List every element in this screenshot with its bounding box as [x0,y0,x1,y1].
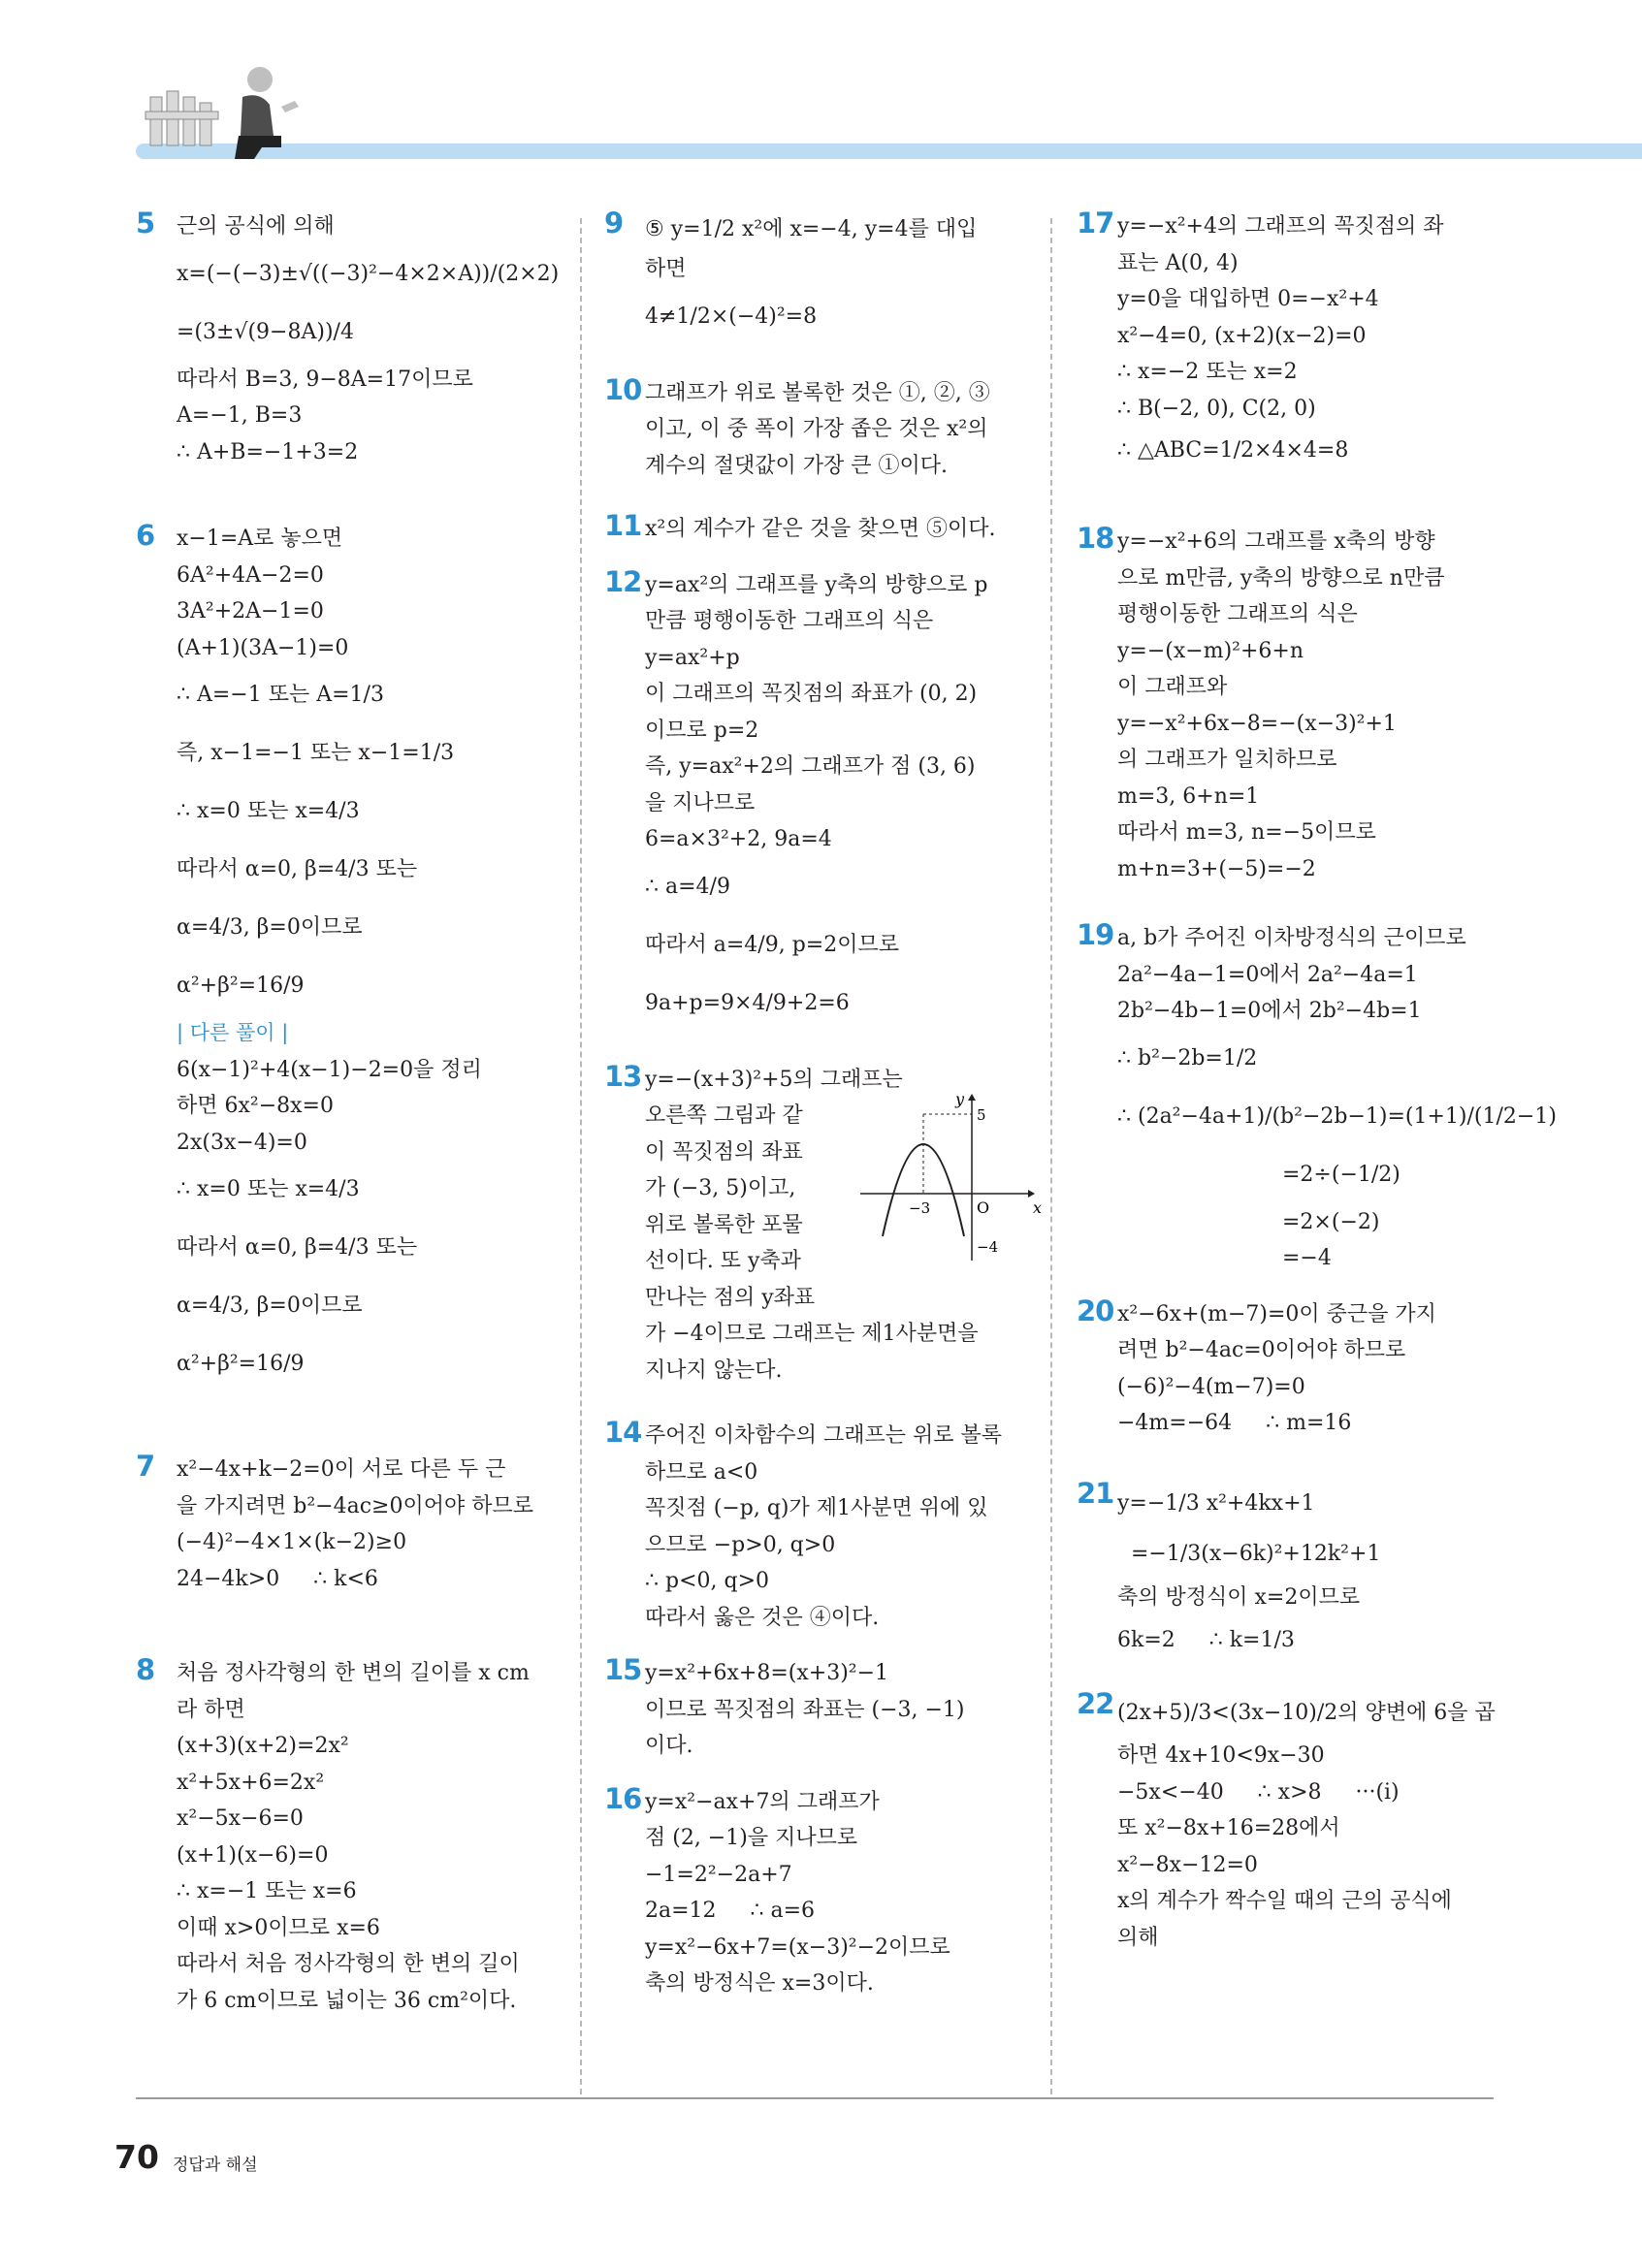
problem-number: 17 [1077,207,1114,240]
solution-line: 의 그래프가 일치하므로 [1117,748,1337,772]
solution-line: y=x²−ax+7의 그래프가 [645,1789,880,1814]
page-label: 정답과 해설 [173,2156,258,2175]
column-divider-1 [580,218,582,2094]
problem-5 [136,208,561,470]
problem-number: 18 [1077,522,1114,555]
solution-line: 이고, 이 중 폭이 가장 좁은 것은 x²의 [645,417,988,441]
solution-line: 하면 6x²−8x=0 [177,1094,334,1118]
solution-line: x²−8x−12=0 [1117,1852,1258,1877]
solution-line: 으므로 −p>0, q>0 [645,1532,836,1557]
solution-line: α²+β²=16/9 [177,974,305,998]
problem-14 [604,1418,1029,1636]
y-axis-label: y [955,1089,965,1108]
problem-number: 9 [604,207,624,240]
solution-line: 계수의 절댓값이 가장 큰 ①이다. [645,453,948,478]
problem-number: 21 [1077,1476,1114,1510]
solution-line: =−4 [1282,1246,1332,1270]
column-2 [604,207,1043,2002]
solution-line: 려면 b²−4ac=0이어야 하므로 [1117,1338,1406,1362]
solution-line: 의해 [1117,1925,1159,1950]
header-bar [136,144,1642,159]
solution-line: 이므로 꼭짓점의 좌표는 (−3, −1) [645,1697,965,1722]
solution-line: y=ax²의 그래프를 y축의 방향으로 p [645,572,988,597]
solution-line: y=x²+6x+8=(x+3)²−1 [645,1661,889,1685]
solution-line: ∴ x=−1 또는 x=6 [177,1879,357,1903]
problem-8 [136,1655,561,2019]
solution-line: 평행이동한 그래프의 식은 [1117,602,1358,626]
solution-line: 축의 방정식은 x=3이다. [645,1971,874,1996]
problem-number: 20 [1077,1294,1114,1327]
solution-line: 표는 A(0, 4) [1117,250,1239,275]
problem-10 [604,372,1029,485]
solution-line: =2×(−2) [1282,1209,1380,1234]
solution-line: 축의 방정식이 x=2이므로 [1117,1584,1361,1610]
solution-line: x=(−(−3)±√((−3)²−4×2×A))/(2×2) [177,261,560,286]
solution-line: ∴ (2a²−4a+1)/(b²−2b−1)=(1+1)/(1/2−1) [1117,1103,1557,1129]
solution-line: 꼭짓점 (−p, q)가 제1사분면 위에 있 [645,1496,988,1520]
solution-line: 9a+p=9×4/9+2=6 [645,990,850,1015]
solution-line: =2÷(−1/2) [1282,1162,1401,1187]
solution-line: (A+1)(3A−1)=0 [177,635,349,660]
solution-line: 그래프가 위로 볼록한 것은 ①, ②, ③ [645,380,990,405]
problem-number: 15 [604,1653,642,1686]
solution-line: 오른쪽 그림과 같 [645,1103,803,1128]
solution-line: 이 그래프와 [1117,675,1228,699]
solution-line: 2a=12 ∴ a=6 [645,1899,816,1923]
solution-line: (x+3)(x+2)=2x² [177,1734,349,1758]
problem-13 [604,1059,1043,1390]
column-1 [136,208,561,2019]
tick-label: 5 [977,1105,986,1124]
solution-line: y=−1/3 x²+4kx+1 [1117,1490,1315,1516]
solution-line: −1=2²−2a+7 [645,1862,792,1887]
solution-line: 6(x−1)²+4(x−1)−2=0을 정리 [177,1057,482,1082]
problem-number: 16 [604,1781,642,1815]
parabola-graph [858,1089,1043,1265]
x-axis-arrow-icon [1028,1190,1035,1198]
column-3 [1077,207,1557,1956]
solution-line: 이때 x>0이므로 x=6 [177,1915,380,1940]
problem-6 [136,521,561,1393]
solution-line: 을 가지려면 b²−4ac≥0이어야 하므로 [177,1493,533,1518]
solution-line: m=3, 6+n=1 [1117,783,1260,809]
solution-line: (2x+5)/3<(3x−10)/2의 양변에 6을 곱 [1117,1701,1496,1725]
solution-line: 하면 [645,257,687,281]
solution-line: 24−4k>0 ∴ k<6 [177,1566,378,1591]
solution-line: 4≠1/2×(−4)²=8 [645,303,818,329]
problem-number: 5 [136,207,155,240]
solution-line: 2x(3x−4)=0 [177,1130,307,1155]
solution-line: y=x²−6x+7=(x−3)²−2이므로 [645,1934,950,1960]
gardener-illustration [145,58,310,165]
solution-line: 따라서 α=0, β=4/3 또는 [177,857,418,881]
problem-11 [604,511,1029,548]
solution-line: 만큼 평행이동한 그래프의 식은 [645,609,934,633]
solution-line: ∴ A+B=−1+3=2 [177,439,359,464]
page-number: 70 [114,2138,159,2176]
problem-7 [136,1452,561,1597]
solution-line: x²−4x+k−2=0이 서로 다른 두 근 [177,1457,506,1482]
solution-line: (−6)²−4(m−7)=0 [1117,1374,1305,1399]
solution-line: 따라서 B=3, 9−8A=17이므로 [177,367,473,392]
solution-line: 이므로 p=2 [645,718,759,743]
solution-line: 만나는 점의 y좌표 [645,1285,816,1310]
solution-line: 지나지 않는다. [645,1358,783,1383]
solution-line: 따라서 처음 정사각형의 한 변의 길이 [177,1952,520,1976]
solution-line: 하므로 a<0 [645,1459,758,1485]
solution-line: 가 (−3, 5)이고, [645,1176,796,1200]
solution-line: (x+1)(x−6)=0 [177,1842,329,1868]
solution-line: 이 꼭짓점의 좌표 [645,1139,803,1165]
solution-line: 하면 4x+10<9x−30 [1117,1743,1325,1768]
column-divider-2 [1050,218,1052,2094]
solution-line: 6k=2 ∴ k=1/3 [1117,1628,1295,1652]
tick-label: −3 [909,1198,931,1217]
problem-20 [1077,1296,1501,1442]
solution-line: y=−(x+3)²+5의 그래프는 [645,1067,903,1092]
x-axis-label: x [1033,1198,1043,1217]
solution-line: ⑤ y=1/2 x²에 x=−4, y=4를 대입 [645,217,978,241]
solution-line: m+n=3+(−5)=−2 [1117,856,1316,881]
solution-line: 위로 볼록한 포물 [645,1212,803,1237]
problem-17 [1077,208,1501,475]
problem-number: 14 [604,1416,642,1449]
solution-line: α=4/3, β=0이므로 [177,1294,363,1318]
solution-line: y=0을 대입하면 0=−x²+4 [1117,287,1379,311]
solution-line: y=−(x−m)²+6+n [1117,638,1304,663]
solution-line: 따라서 m=3, n=−5이므로 [1117,820,1376,845]
solution-line: 가 −4이므로 그래프는 제1사분면을 [645,1322,979,1346]
solution-line: 따라서 옳은 것은 ④이다. [645,1605,880,1630]
solution-line: 을 지나므로 [645,790,756,815]
solution-line: 처음 정사각형의 한 변의 길이를 x cm [177,1661,530,1685]
solution-line: 으로 m만큼, y축의 방향으로 n만큼 [1117,565,1445,591]
problem-number: 11 [604,509,642,542]
solution-line: ∴ △ABC=1/2×4×4=8 [1117,438,1349,463]
alt-solution-tag: | 다른 풀이 | [177,1021,289,1044]
solution-line: α=4/3, β=0이므로 [177,915,363,940]
solution-line: x²−6x+(m−7)=0이 중근을 가지 [1117,1301,1436,1326]
solution-line: ∴ x=−2 또는 x=2 [1117,360,1298,384]
solution-line: ∴ x=0 또는 x=4/3 [177,799,360,823]
solution-line: 선이다. 또 y축과 [645,1249,801,1273]
problem-number: 22 [1077,1687,1114,1720]
solution-line: y=−x²+4의 그래프의 꼭짓점의 좌 [1117,214,1444,239]
solution-line: 주어진 이차함수의 그래프는 위로 볼록 [645,1423,1003,1448]
problem-number: 13 [604,1059,642,1093]
solution-line: 근의 공식에 의해 [177,214,335,239]
solution-line: 가 6 cm이므로 넓이는 36 cm²이다. [177,1988,517,2013]
solution-line: 2b²−4b−1=0에서 2b²−4b=1 [1117,999,1422,1023]
problem-15 [604,1655,1029,1765]
problem-21 [1077,1476,1501,1667]
problem-16 [604,1781,1029,2002]
solution-line: y=−x²+6의 그래프를 x축의 방향 [1117,529,1435,554]
solution-line: =(3±√(9−8A))/4 [177,319,354,344]
solution-line: A=−1, B=3 [177,403,303,428]
solution-line: ∴ a=4/9 [645,874,730,899]
solution-line: a, b가 주어진 이차방정식의 근이므로 [1117,926,1466,950]
problem-18 [1077,524,1501,887]
solution-line: ∴ x=0 또는 x=4/3 [177,1177,360,1201]
solution-line: ∴ b²−2b=1/2 [1117,1045,1258,1070]
y-axis-arrow-icon [968,1094,976,1101]
solution-line: 라 하면 [177,1697,245,1722]
solution-line: ∴ p<0, q>0 [645,1569,770,1593]
problem-number: 12 [604,564,642,598]
solution-line: ∴ A=−1 또는 A=1/3 [177,683,384,707]
solution-line: −4m=−64 ∴ m=16 [1117,1411,1352,1435]
origin-label: O [977,1198,990,1217]
solution-line: 이다. [645,1734,693,1758]
solution-line: x−1=A로 놓으면 [177,527,343,551]
solution-line: y=−x²+6x−8=−(x−3)²+1 [1117,711,1397,736]
solution-line: y=ax²+p [645,645,740,670]
problem-number: 8 [136,1653,155,1686]
solution-line: ∴ B(−2, 0), C(2, 0) [1117,396,1316,421]
solution-line: 또 x²−8x+16=28에서 [1117,1816,1340,1840]
problem-number: 7 [136,1450,155,1483]
solution-line: α²+β²=16/9 [177,1352,305,1376]
solution-line: 6=a×3²+2, 9a=4 [645,827,832,851]
tick-label: −4 [977,1237,999,1256]
problem-9 [604,208,1029,346]
problem-12 [604,564,1029,1033]
solution-line: 따라서 α=0, β=4/3 또는 [177,1235,418,1260]
problem-19 [1077,918,1557,1277]
solution-line: 3A²+2A−1=0 [177,599,324,623]
problem-number: 19 [1077,918,1114,951]
solution-line: 따라서 a=4/9, p=2이므로 [645,932,899,957]
solution-line: =−1/3(x−6k)²+12k²+1 [1131,1541,1381,1566]
solution-line: −5x<−40 ∴ x>8 ···(i) [1117,1779,1400,1805]
solution-line: 2a²−4a−1=0에서 2a²−4a=1 [1117,962,1418,987]
solution-line: 6A²+4A−2=0 [177,562,324,588]
solution-line: x²−4=0, (x+2)(x−2)=0 [1117,323,1367,348]
solution-line: 즉, y=ax²+2의 그래프가 점 (3, 6) [645,754,976,779]
footer-divider [136,2097,1494,2099]
solution-line: x²−5x−6=0 [177,1806,304,1831]
problem-22 [1077,1689,1501,1956]
solution-line: 즉, x−1=−1 또는 x−1=1/3 [177,741,455,765]
solution-line: x의 계수가 짝수일 때의 근의 공식에 [1117,1889,1452,1913]
problem-number: 6 [136,519,155,552]
solution-line: x²+5x+6=2x² [177,1770,325,1795]
problem-number: 10 [604,372,642,406]
solution-line: x²의 계수가 같은 것을 찾으면 ⑤이다. [645,517,996,541]
solution-line: (−4)²−4×1×(k−2)≥0 [177,1530,407,1554]
solution-line: 이 그래프의 꼭짓점의 좌표가 (0, 2) [645,682,978,706]
solution-line: 점 (2, −1)을 지나므로 [645,1826,858,1850]
